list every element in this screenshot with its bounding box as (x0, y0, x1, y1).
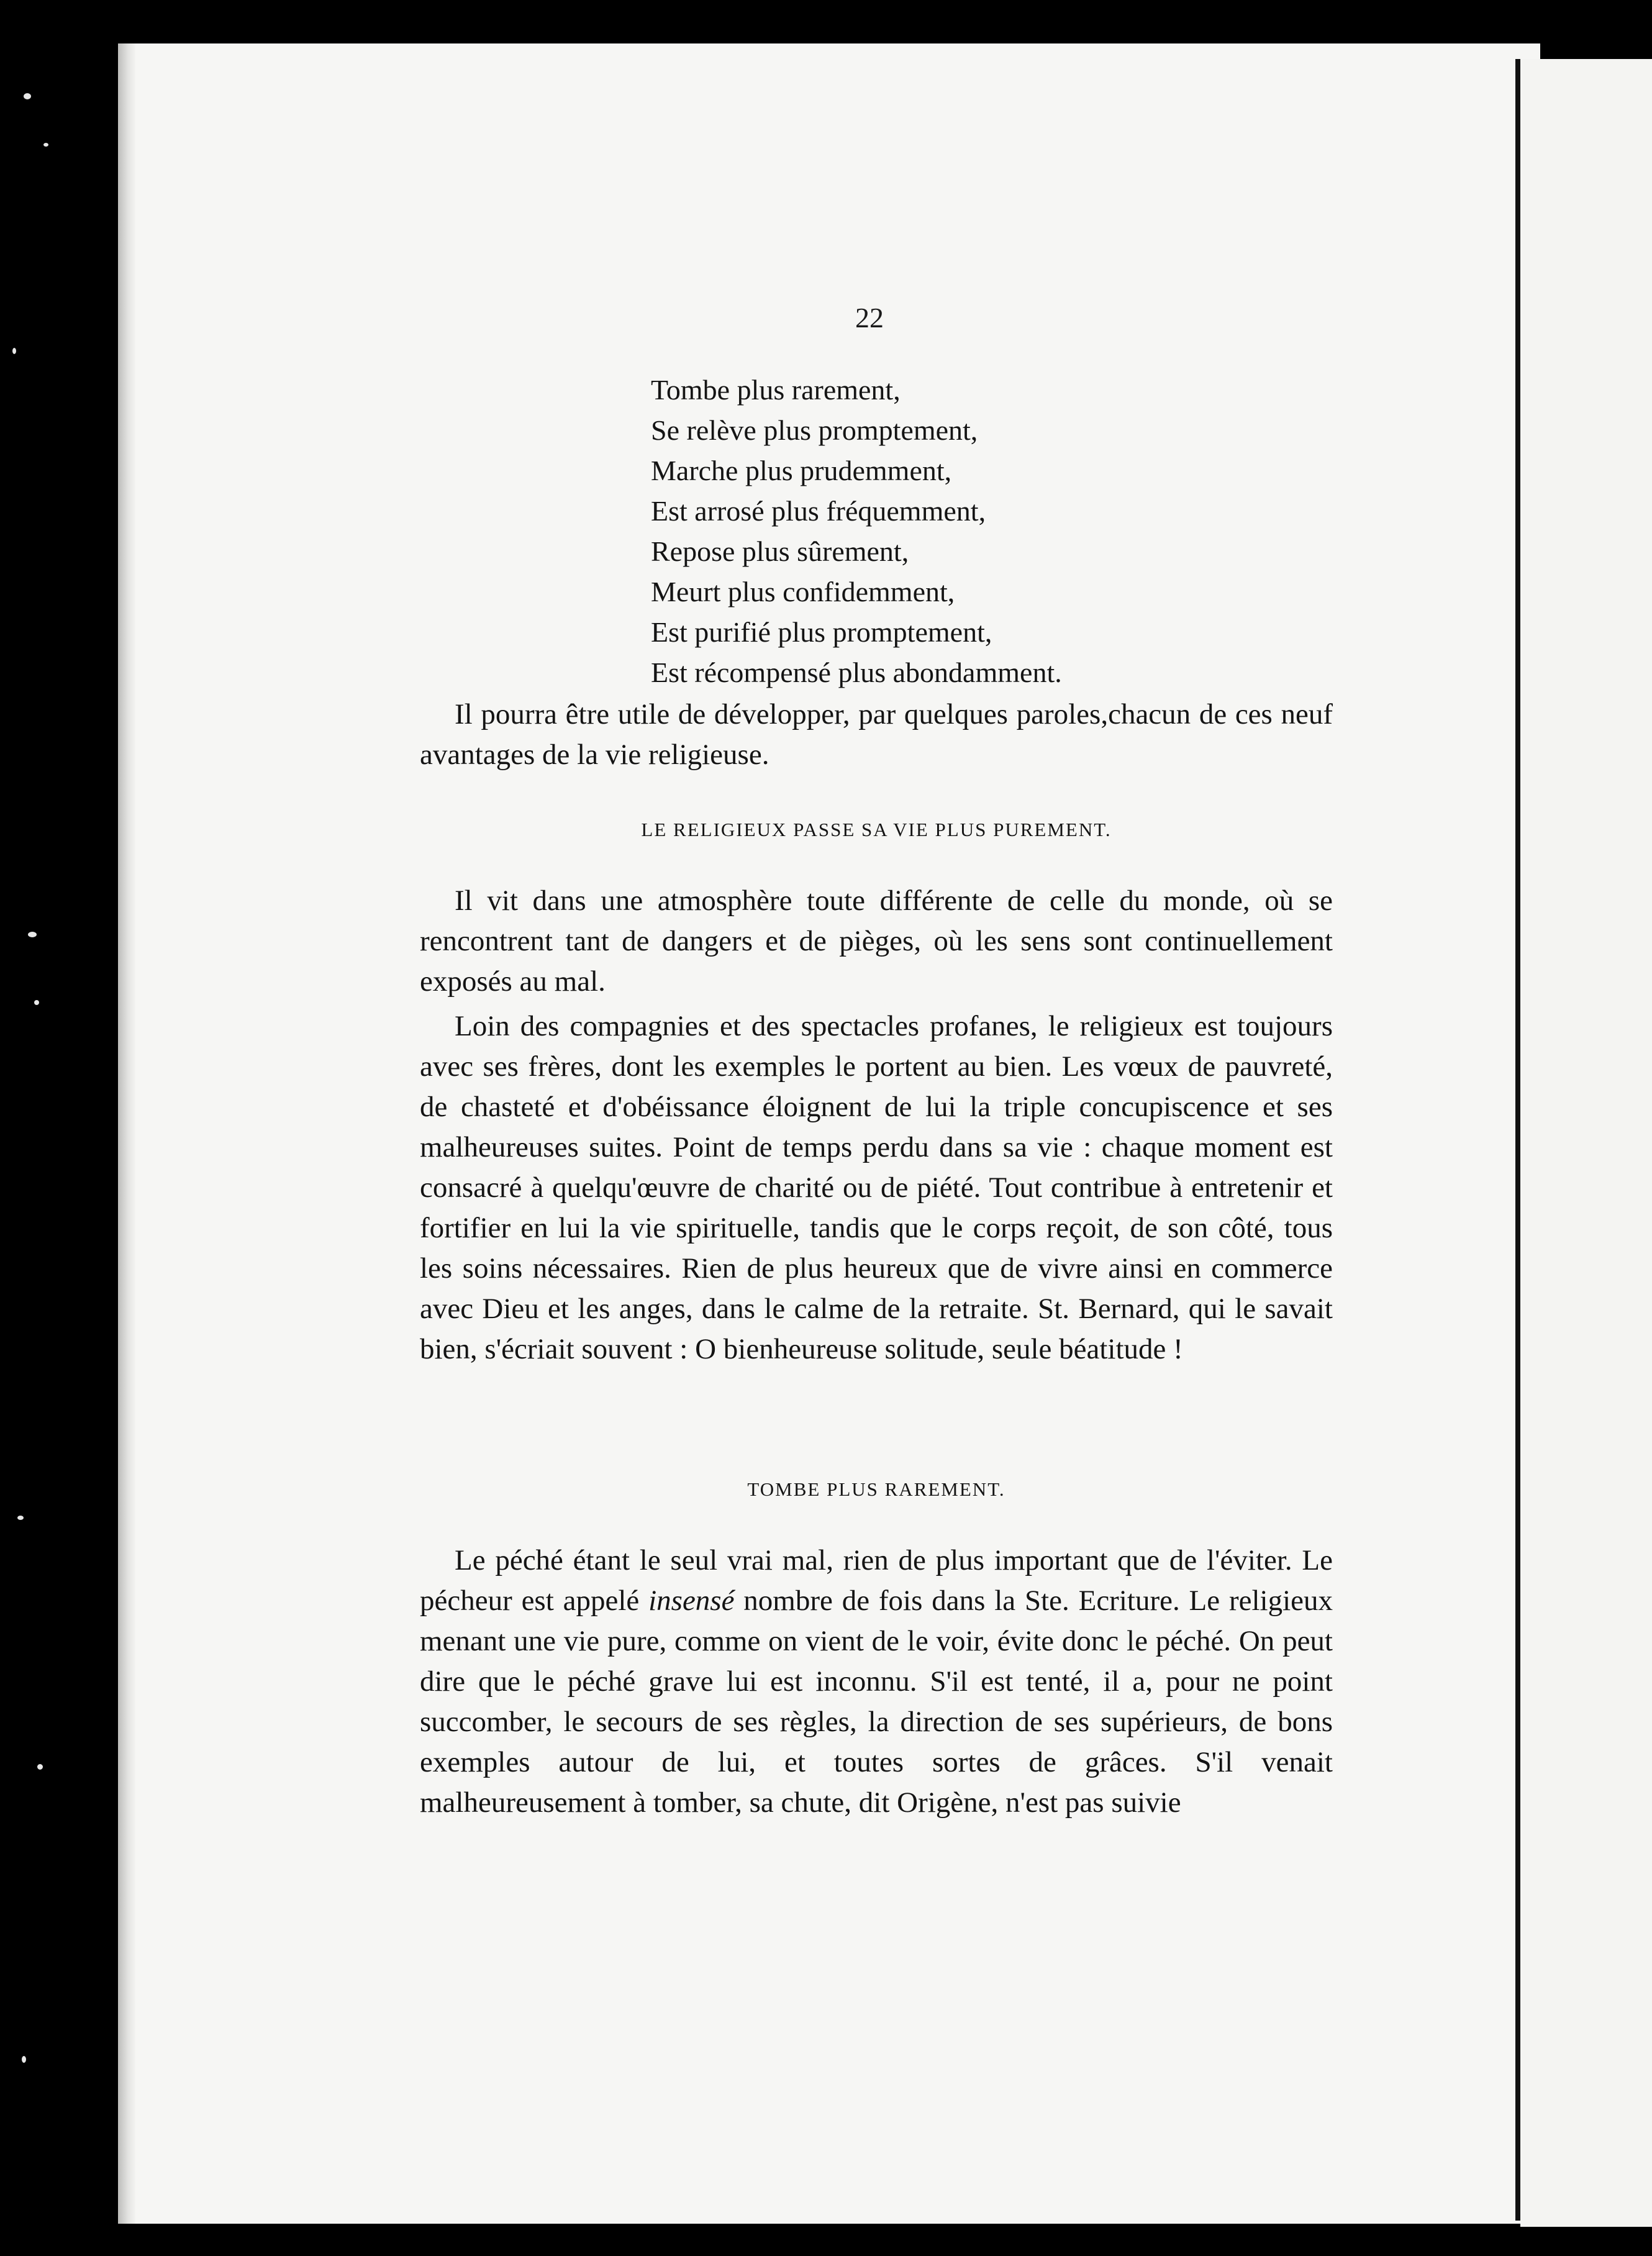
scan-speck (43, 143, 48, 147)
page-edge (118, 43, 135, 2224)
verse-line: Marche plus prudemment, (651, 455, 952, 486)
verse-line: Meurt plus confidemment, (651, 576, 955, 607)
intro-paragraph: Il pourra être utile de développer, par quelques paroles,chacun de ces neuf avantages de la vie religieuse. (420, 698, 1333, 771)
paragraph-text: nombre de fois dans la Ste. Ecriture. Le religieux menant une vie pure, comme on vient de le voir, évite donc le péché. On peut dire que le péché grave lui est inconnu. S'il est tenté, il a, pour ne point succomber, le secours de ses règles, la direction de ses supérieurs, de bons exemples autour de lui, et toutes sortes de grâces. S'il venait malheureusement à tomber, sa chute, dit Origène, n'est pas suivie (420, 1585, 1333, 1819)
scan-speck (28, 932, 37, 937)
body-paragraph: Il vit dans une atmosphère toute différente de celle du monde, où se rencontrent tant de dangers et de pièges, où les sens sont continuellement exposés au mal. (420, 885, 1333, 998)
paragraph-text: Le péché étant le seul vrai mal, rien de plus important que de l'éviter. Le pécheur est appelé (420, 1544, 1333, 1617)
page-number: 22 (855, 302, 884, 334)
scan-speck (34, 1000, 39, 1005)
verse-line: Se relève plus promptement, (651, 414, 978, 446)
facing-page (1520, 59, 1652, 2227)
verse-line: Est récompensé plus abondamment. (651, 657, 1062, 688)
body-paragraph: Loin des compagnies et des spectacles profanes, le religieux est toujours avec ses frères, dont les exemples le portent au bien. Les vœux de pauvreté, de chasteté et d'obéissance éloignent de lui la triple concupiscence et ses malheureuses suites. Point de temps perdu dans sa vie : chaque moment est consacré à quelqu'œuvre de charité ou de piété. Tout contribue à entretenir et fortifier en lui la vie spirituelle, tandis que le corps reçoit, de son côté, tous les soins nécessaires. Rien de plus heureux que de vivre ainsi en commerce avec Dieu et les anges, dans le calme de la retraite. St. Bernard, qui le savait bien, s'écriait souvent : O bienheureuse solitude, seule béatitude ! (420, 1010, 1333, 1365)
scan-speck (24, 93, 31, 99)
verse-line: Tombe plus rarement, (651, 374, 901, 406)
scan-speck (37, 1764, 43, 1770)
verse-line: Est purifié plus promptement, (651, 616, 992, 648)
verse-line: Repose plus sûrement, (651, 535, 909, 567)
scan-speck (12, 348, 16, 354)
scan-speck (17, 1516, 24, 1520)
section-heading: LE RELIGIEUX PASSE SA VIE PLUS PUREMENT. (641, 819, 1112, 840)
body-paragraph (420, 1540, 1333, 1823)
page-gutter (1515, 59, 1520, 2221)
section-heading: TOMBE PLUS RAREMENT. (747, 1478, 1005, 1500)
verse-list (651, 370, 1334, 693)
italic-word: insensé (648, 1585, 735, 1617)
verse-line: Est arrosé plus fréquemment, (651, 495, 986, 527)
scan-speck (22, 2056, 26, 2063)
